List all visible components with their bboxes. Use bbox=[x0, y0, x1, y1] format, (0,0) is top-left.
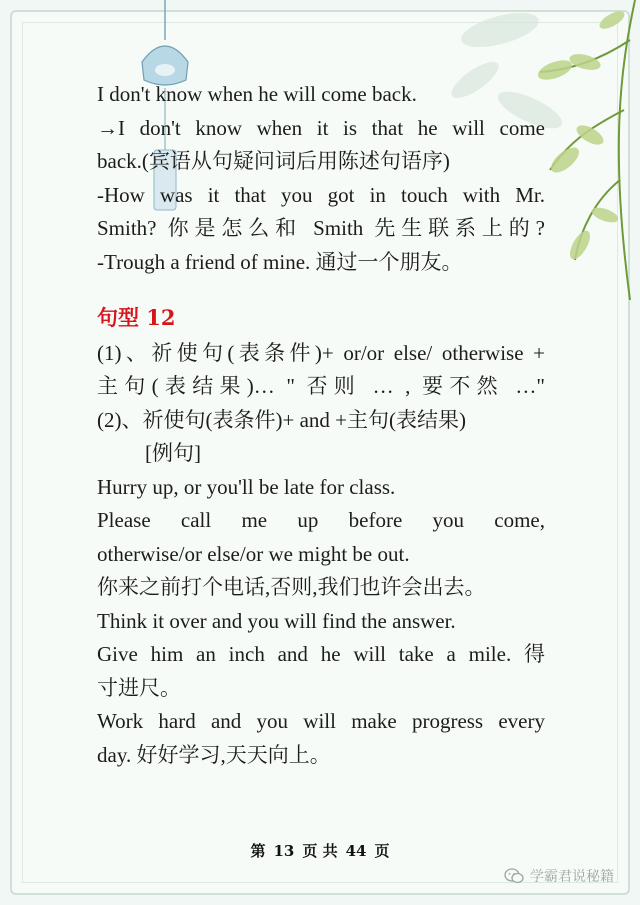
text-line: back.(宾语从句疑问词后用陈述句语序) bbox=[97, 149, 450, 173]
section-heading: 句型 12 bbox=[97, 305, 176, 330]
example-line: otherwise/or else/or we might be out. bbox=[97, 541, 410, 566]
footer-suffix: 页 bbox=[374, 842, 390, 860]
text-line: -How was it that you got in touch with Mr. bbox=[97, 182, 545, 207]
text-line: I don't know when he will come back. bbox=[97, 82, 417, 106]
rule-line: 主句(表结果)… " 否则 … , 要不然 …" bbox=[97, 374, 545, 398]
watermark bbox=[504, 866, 614, 886]
example-line: 寸进尺。 bbox=[97, 675, 181, 700]
text-line: -Trough a friend of mine. 通过一个朋友。 bbox=[97, 249, 463, 274]
footer-prefix: 第 bbox=[250, 842, 266, 860]
example-line: Think it over and you will find the answer. bbox=[97, 608, 456, 633]
watermark-text: 学霸君说秘籍 bbox=[530, 869, 614, 885]
rule-line: (1)、祈使句(表条件)+ or/or else/ otherwise + bbox=[97, 340, 545, 365]
document-body bbox=[97, 78, 545, 772]
page-footer bbox=[0, 840, 640, 861]
example-line: Work hard and you will make progress every bbox=[97, 709, 545, 733]
example-line: Hurry up, or you'll be late for class. bbox=[97, 474, 396, 499]
example-line: day. 好好学习,天天向上。 bbox=[97, 742, 331, 767]
text-line: →I don't know when it is that he will come bbox=[97, 115, 545, 140]
example-line: Please call me up before you come, bbox=[97, 508, 545, 532]
wechat-icon bbox=[504, 868, 524, 884]
footer-mid: 页 共 bbox=[302, 842, 338, 860]
current-page-number: 13 bbox=[273, 842, 295, 860]
example-line: 你来之前打个电话,否则,我们也许会出去。 bbox=[97, 575, 486, 599]
example-label: [例句] bbox=[145, 441, 201, 465]
example-line: Give him an inch and he will take a mile. 得 bbox=[97, 642, 545, 666]
total-page-number: 44 bbox=[345, 842, 367, 860]
text-line: Smith? 你是怎么和 Smith 先生联系上的? bbox=[97, 216, 545, 240]
rule-line: (2)、祈使句(表条件)+ and +主句(表结果) bbox=[97, 407, 466, 432]
